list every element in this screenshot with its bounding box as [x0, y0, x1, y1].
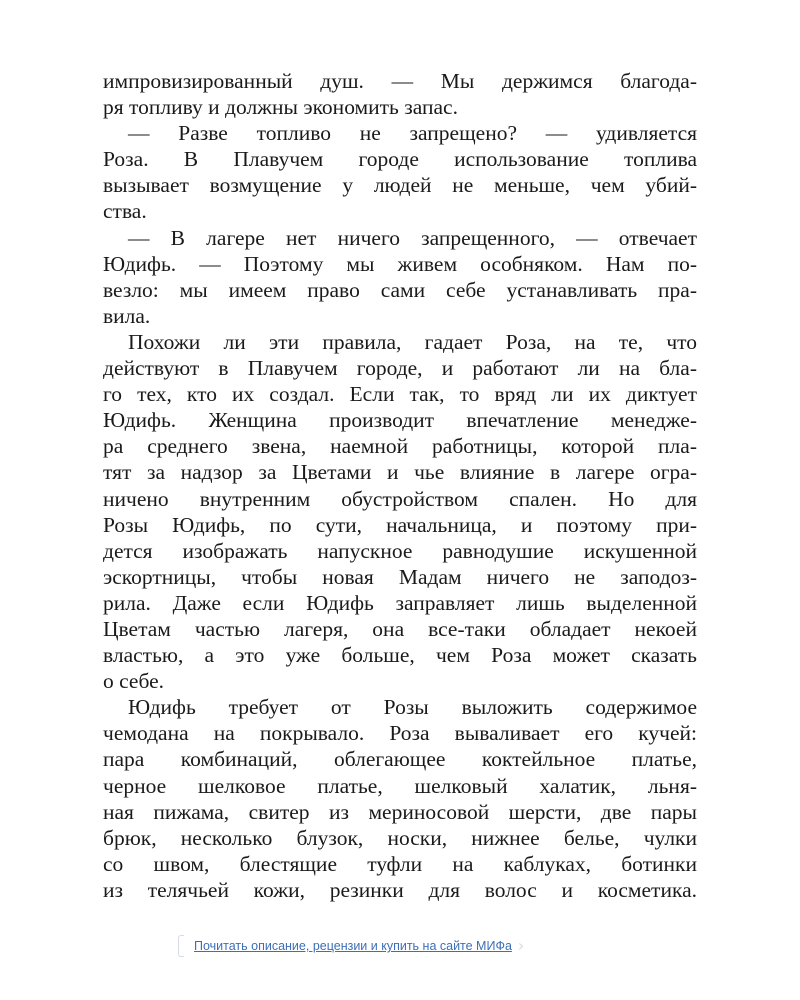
book-page-text — [103, 68, 697, 903]
text-line: ная пижама, свитер из мериносовой шерсти, две пары — [103, 799, 697, 824]
text-line: ря топливу и должны экономить запас. — [103, 95, 458, 120]
text-line: ства. — [103, 199, 147, 224]
text-line: тят за надзор за Цветами и чье влияние в лагере огра- — [103, 460, 697, 485]
text-line: Похожи ли эти правила, гадает Роза, на те, что — [128, 329, 697, 354]
text-line: ра среднего звена, наемной работницы, которой пла- — [103, 434, 697, 459]
text-line: рила. Даже если Юдифь заправляет лишь выделенной — [103, 590, 697, 615]
text-line: Юдифь требует от Розы выложить содержимое — [128, 695, 697, 720]
text-line: — Разве топливо не запрещено? — удивляется — [128, 121, 697, 146]
text-line: ничено внутренним обустройством спален. Но для — [103, 486, 697, 511]
text-line: вила. — [103, 303, 151, 328]
text-line: о себе. — [103, 669, 165, 694]
text-line: вызывает возмущение у людей не меньше, чем убий- — [103, 173, 697, 198]
buy-on-mif-link[interactable]: Почитать описание, рецензии и купить на сайте МИФа — [194, 939, 512, 953]
text-line: импровизированный душ. — Мы держимся благода- — [103, 69, 697, 93]
footer-link-box — [178, 934, 618, 958]
text-line: чемодана на покрывало. Роза вываливает его кучей: — [103, 721, 697, 746]
text-line: — В лагере нет ничего запрещенного, — отвечает — [128, 225, 697, 250]
text-line: Розы Юдифь, по сути, начальница, и поэтому при- — [103, 512, 697, 537]
text-line: черное шелковое платье, шелковый халатик, льня- — [103, 773, 697, 798]
text-line: Цветам частью лагеря, она все-таки обладает некоей — [103, 616, 697, 641]
bracket-decoration — [178, 935, 184, 957]
text-line: эскортницы, чтобы новая Мадам ничего не заподоз- — [103, 564, 697, 589]
text-line: дется изображать напускное равнодушие искушенной — [103, 538, 697, 563]
text-line: пара комбинаций, облегающее коктейльное платье, — [103, 747, 697, 772]
text-line: Роза. В Плавучем городе использование топлива — [103, 147, 697, 172]
text-line: со швом, блестящие туфли на каблуках, ботинки — [103, 851, 697, 876]
text-line: из телячьей кожи, резинки для волос и косметика. — [103, 877, 697, 902]
text-line: Юдифь. Женщина производит впечатление менедже- — [103, 408, 697, 433]
text-line: Юдифь. — Поэтому мы живем особняком. Нам по- — [103, 251, 697, 276]
text-line: везло: мы имеем право сами себе устанавливать пра- — [103, 277, 697, 302]
chevron-right-icon: › — [517, 936, 525, 955]
text-line: брюк, несколько блузок, носки, нижнее белье, чулки — [103, 825, 697, 850]
text-line: властью, а это уже больше, чем Роза может сказать — [103, 643, 697, 668]
text-line: действуют в Плавучем городе, и работают ли на бла- — [103, 356, 697, 381]
text-line: го тех, кто их создал. Если так, то вряд ли их диктует — [103, 382, 697, 407]
